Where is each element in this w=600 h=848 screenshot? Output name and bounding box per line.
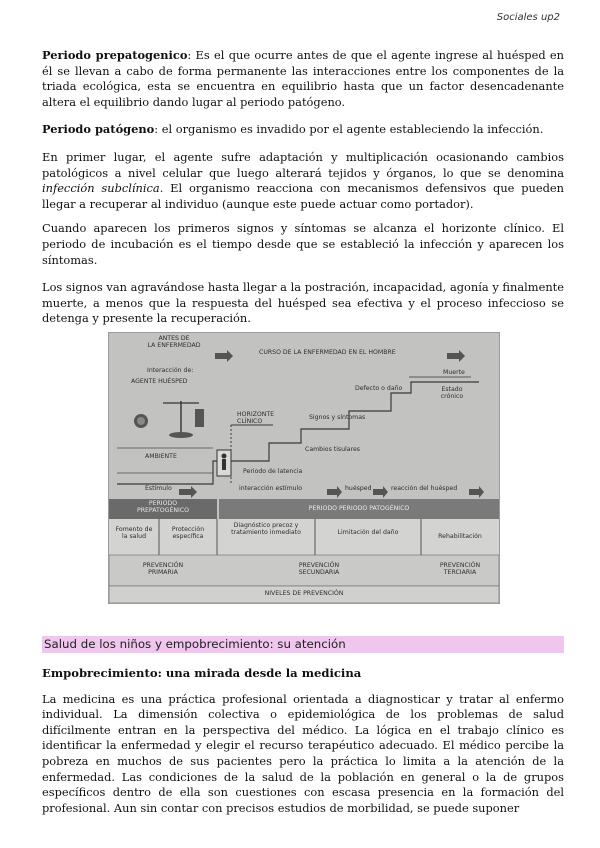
paragraph-text: En primer lugar, el agente sufre adaptación y multiplicación ocasionando cambios patológicos a nivel celular que luego alterará tejidos y órganos, lo que se denomina <box>42 149 564 180</box>
fig-ambiente: AMBIENTE <box>145 453 177 460</box>
section-body <box>42 666 564 816</box>
fig-diagnostico: Diagnóstico precoz y tratamiento inmediato <box>231 522 301 537</box>
term-pathogenic: Periodo patógeno <box>42 122 155 137</box>
fig-rehabilitacion: Rehabilitación <box>438 533 482 540</box>
paragraph-clinical-horizon: Cuando aparecen los primeros signos y síntomas se alcanza el horizonte clínico. El periodo de incubación es el tiempo desde que se estableció la infección y aparecen los síntomas. <box>42 221 564 267</box>
natural-history-figure <box>108 332 500 604</box>
fig-niveles: NIVELES DE PREVENCIÓN <box>264 590 344 597</box>
fig-signos: Signos y síntomas <box>309 414 366 421</box>
paragraph-recovery: Los signos van agravándose hasta llegar a la postración, incapacidad, agonía y finalmente muerte, a menos que la respuesta del huésped sea efectiva y el proceso infeccioso se detenga y presente la recuperación. <box>42 280 564 326</box>
fig-interaccion: Interacción de: <box>147 367 194 374</box>
fig-limitacion: Limitación del daño <box>337 529 399 536</box>
fig-estado-cronico: Estado crónico <box>440 386 464 401</box>
section-heading: Salud de los niños y empobrecimiento: su atención <box>42 636 564 653</box>
page-header: Sociales up2 <box>496 12 560 23</box>
host-icon <box>195 409 204 427</box>
fig-prev-primaria: PREVENCIÓN PRIMARIA <box>142 562 184 577</box>
paragraph-medicine: La medicina es una práctica profesional orientada a diagnosticar y tratar al enfermo individual. La dimensión colectiva o epidemiológica de los problemas de salud difícilmente entran en la perspectiva del médico. La lógica en el trabajo clínico es identificar la enfermedad y elegir el recurso terapéutico adecuado. El médico percibe la pobreza en muchos de sus pacientes pero la práctica lo limita a la atención de la enfermedad. Las condiciones de la salud de la población en general o la de grupos específicos dentro de ella son cuestiones con escasa presencia en la formación del profesional. Aun sin contar con precisos estudios de morbilidad, se puede suponer <box>42 691 564 815</box>
fig-reaccion: reacción del huésped <box>391 485 458 492</box>
section-subtitle: Empobrecimiento: una mirada desde la medicina <box>42 666 362 680</box>
term-prepatogenic: Periodo prepatogenico <box>42 48 188 62</box>
fig-curso: CURSO DE LA ENFERMEDAD EN EL HOMBRE <box>259 349 396 356</box>
fig-estimulo: Estímulo <box>145 485 172 492</box>
fig-horizonte: HORIZONTE CLÍNICO <box>237 411 275 426</box>
paragraph-text: : Es el que ocurre antes de que el agente ingrese al huésped en él se llevan a cabo de forma permanente las interacciones entre los componentes de la triada ecológica, esta se encuentra en equilibrio hasta que un factor desencadenante altera el equilibrio dando lugar al periodo patógeno. <box>42 48 565 109</box>
paragraph-prepatogenic <box>42 48 564 110</box>
fig-latencia: Periodo de latencia <box>243 468 303 475</box>
fig-fomento: Fomento de la salud <box>115 526 153 541</box>
paragraph-text: : el organismo es invadido por el agente estableciendo la infección. <box>154 122 544 137</box>
fig-prepatogenico: PERIODO PREPATOGÉNICO <box>136 500 190 515</box>
paragraph-pathogenic <box>42 122 564 138</box>
fig-interaccion-estimulo: interacción estímulo <box>239 485 303 492</box>
paragraph-subclinical <box>42 150 564 212</box>
fig-prev-terciaria: PREVENCIÓN TERCIARIA <box>439 562 481 577</box>
italic-term: infección subclínica <box>42 181 160 196</box>
fig-patogenico: PERIODO PERIODO PATOGÉNICO <box>308 505 410 512</box>
person-icon <box>222 454 227 459</box>
fig-prev-secundaria: PREVENCIÓN SECUNDARIA <box>298 562 340 577</box>
paragraph-text: . El organismo reacciona con mecanismos defensivos que pueden llegar a recuperar al individuo (aunque este puede actuar como portador). <box>42 181 564 211</box>
fig-proteccion: Protección específica <box>171 526 205 541</box>
fig-agente-huesped: AGENTE HUÉSPED <box>131 378 188 385</box>
fig-cambios: Cambios tisulares <box>305 446 361 453</box>
fig-muerte: Muerte <box>443 369 465 376</box>
fig-defecto: Defecto o daño <box>355 385 403 392</box>
document-body <box>42 48 564 327</box>
fig-antes: ANTES DE LA ENFERMEDAD <box>147 335 201 350</box>
fig-huesped: huésped <box>345 485 372 492</box>
